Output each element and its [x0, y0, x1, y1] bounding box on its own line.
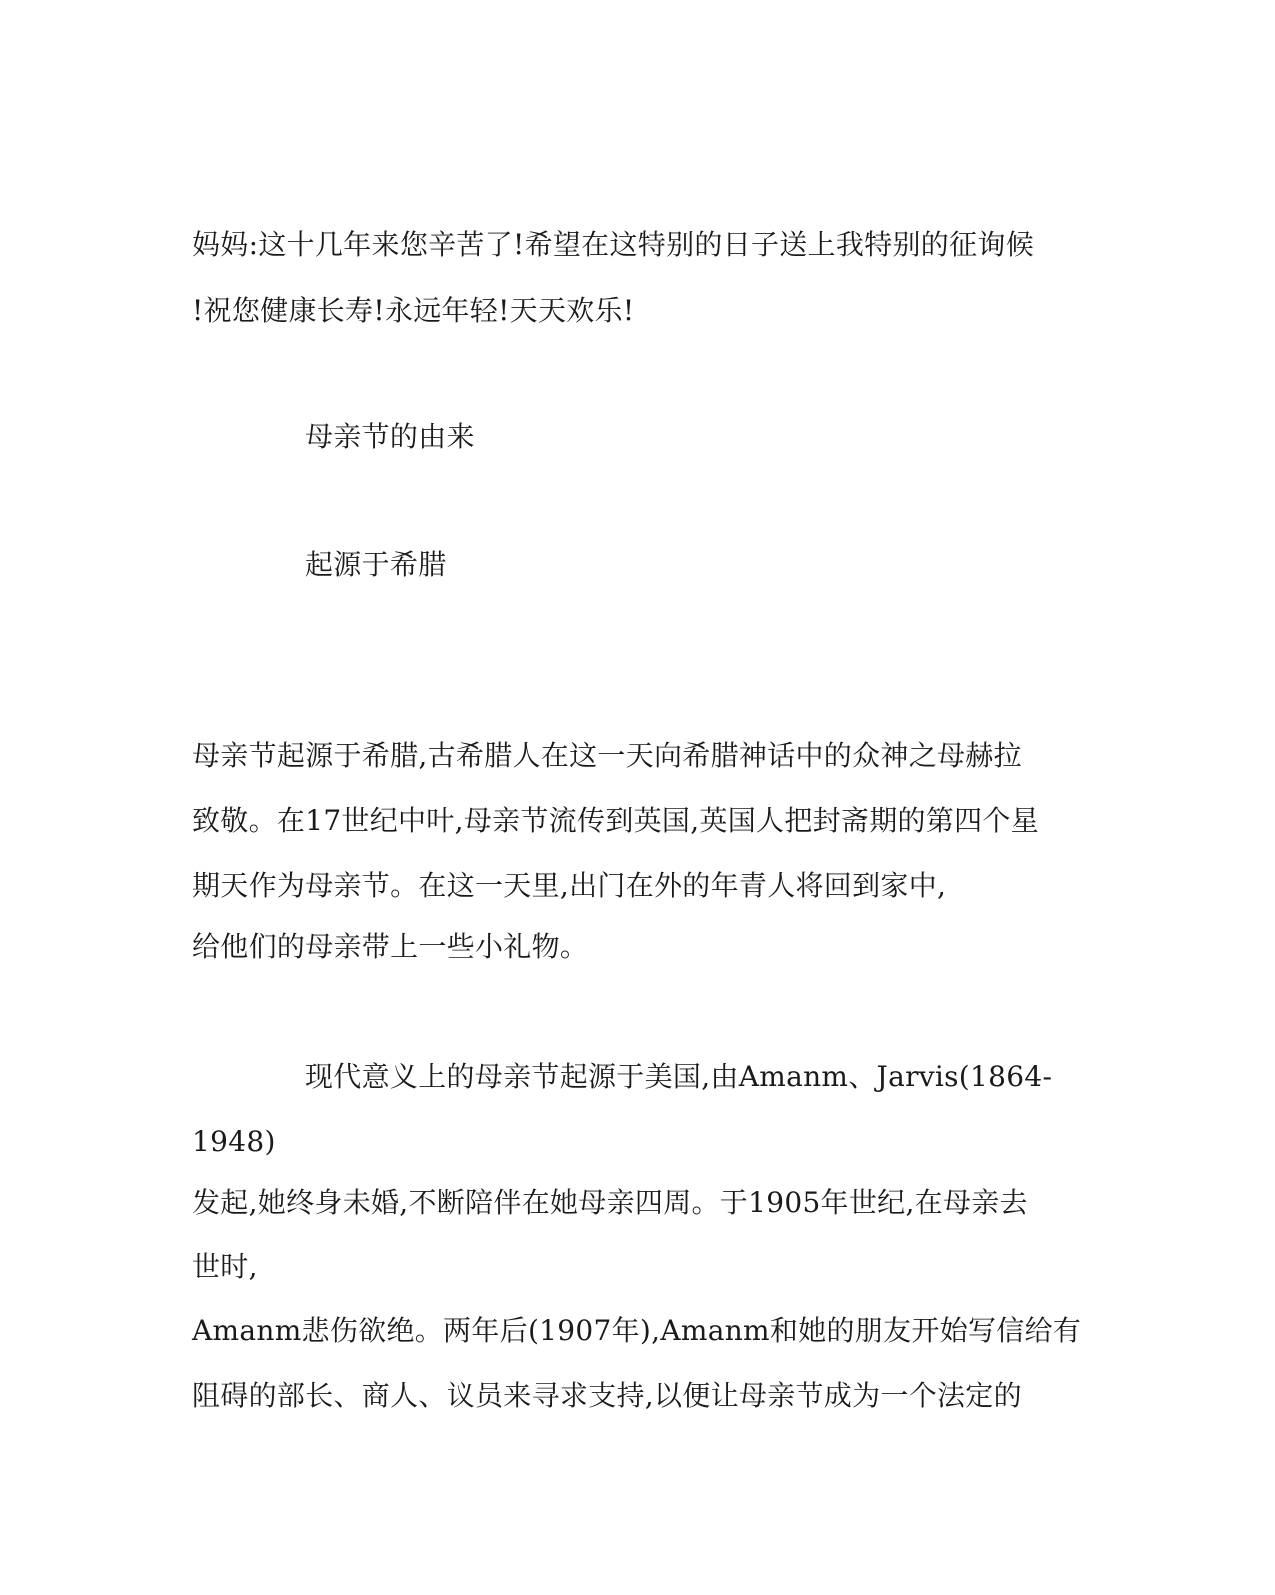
- text-line: 致敬。在17世纪中叶,母亲节流传到英国,英国人把封斋期的第四个星: [192, 804, 1040, 837]
- text-line: 给他们的母亲带上一些小礼物。: [192, 930, 589, 963]
- text-line: 母亲节起源于希腊,古希腊人在这一天向希腊神话中的众神之母赫拉: [192, 739, 1022, 772]
- text-line: 阻碍的部长、商人、议员来寻求支持,以便让母亲节成为一个法定的: [192, 1379, 1022, 1412]
- text-line: 期天作为母亲节。在这一天里,出门在外的年青人将回到家中,: [192, 869, 947, 902]
- text-line: 现代意义上的母亲节起源于美国,由Amanm、Jarvis(1864-: [305, 1060, 1053, 1093]
- text-line: 世时,: [192, 1250, 258, 1283]
- section-heading: 母亲节的由来: [305, 420, 475, 453]
- text-line: Amanm悲伤欲绝。两年后(1907年),Amanm和她的朋友开始写信给有: [192, 1314, 1082, 1347]
- text-line: 1948): [192, 1125, 276, 1158]
- text-line: !祝您健康长寿!永远年轻!天天欢乐!: [192, 294, 635, 327]
- text-line: 发起,她终身未婚,不断陪伴在她母亲四周。于1905年世纪,在母亲去: [192, 1186, 1028, 1219]
- section-subheading: 起源于希腊: [305, 548, 447, 581]
- text-line: 妈妈:这十几年来您辛苦了!希望在这特别的日子送上我特别的征询候: [192, 228, 1034, 261]
